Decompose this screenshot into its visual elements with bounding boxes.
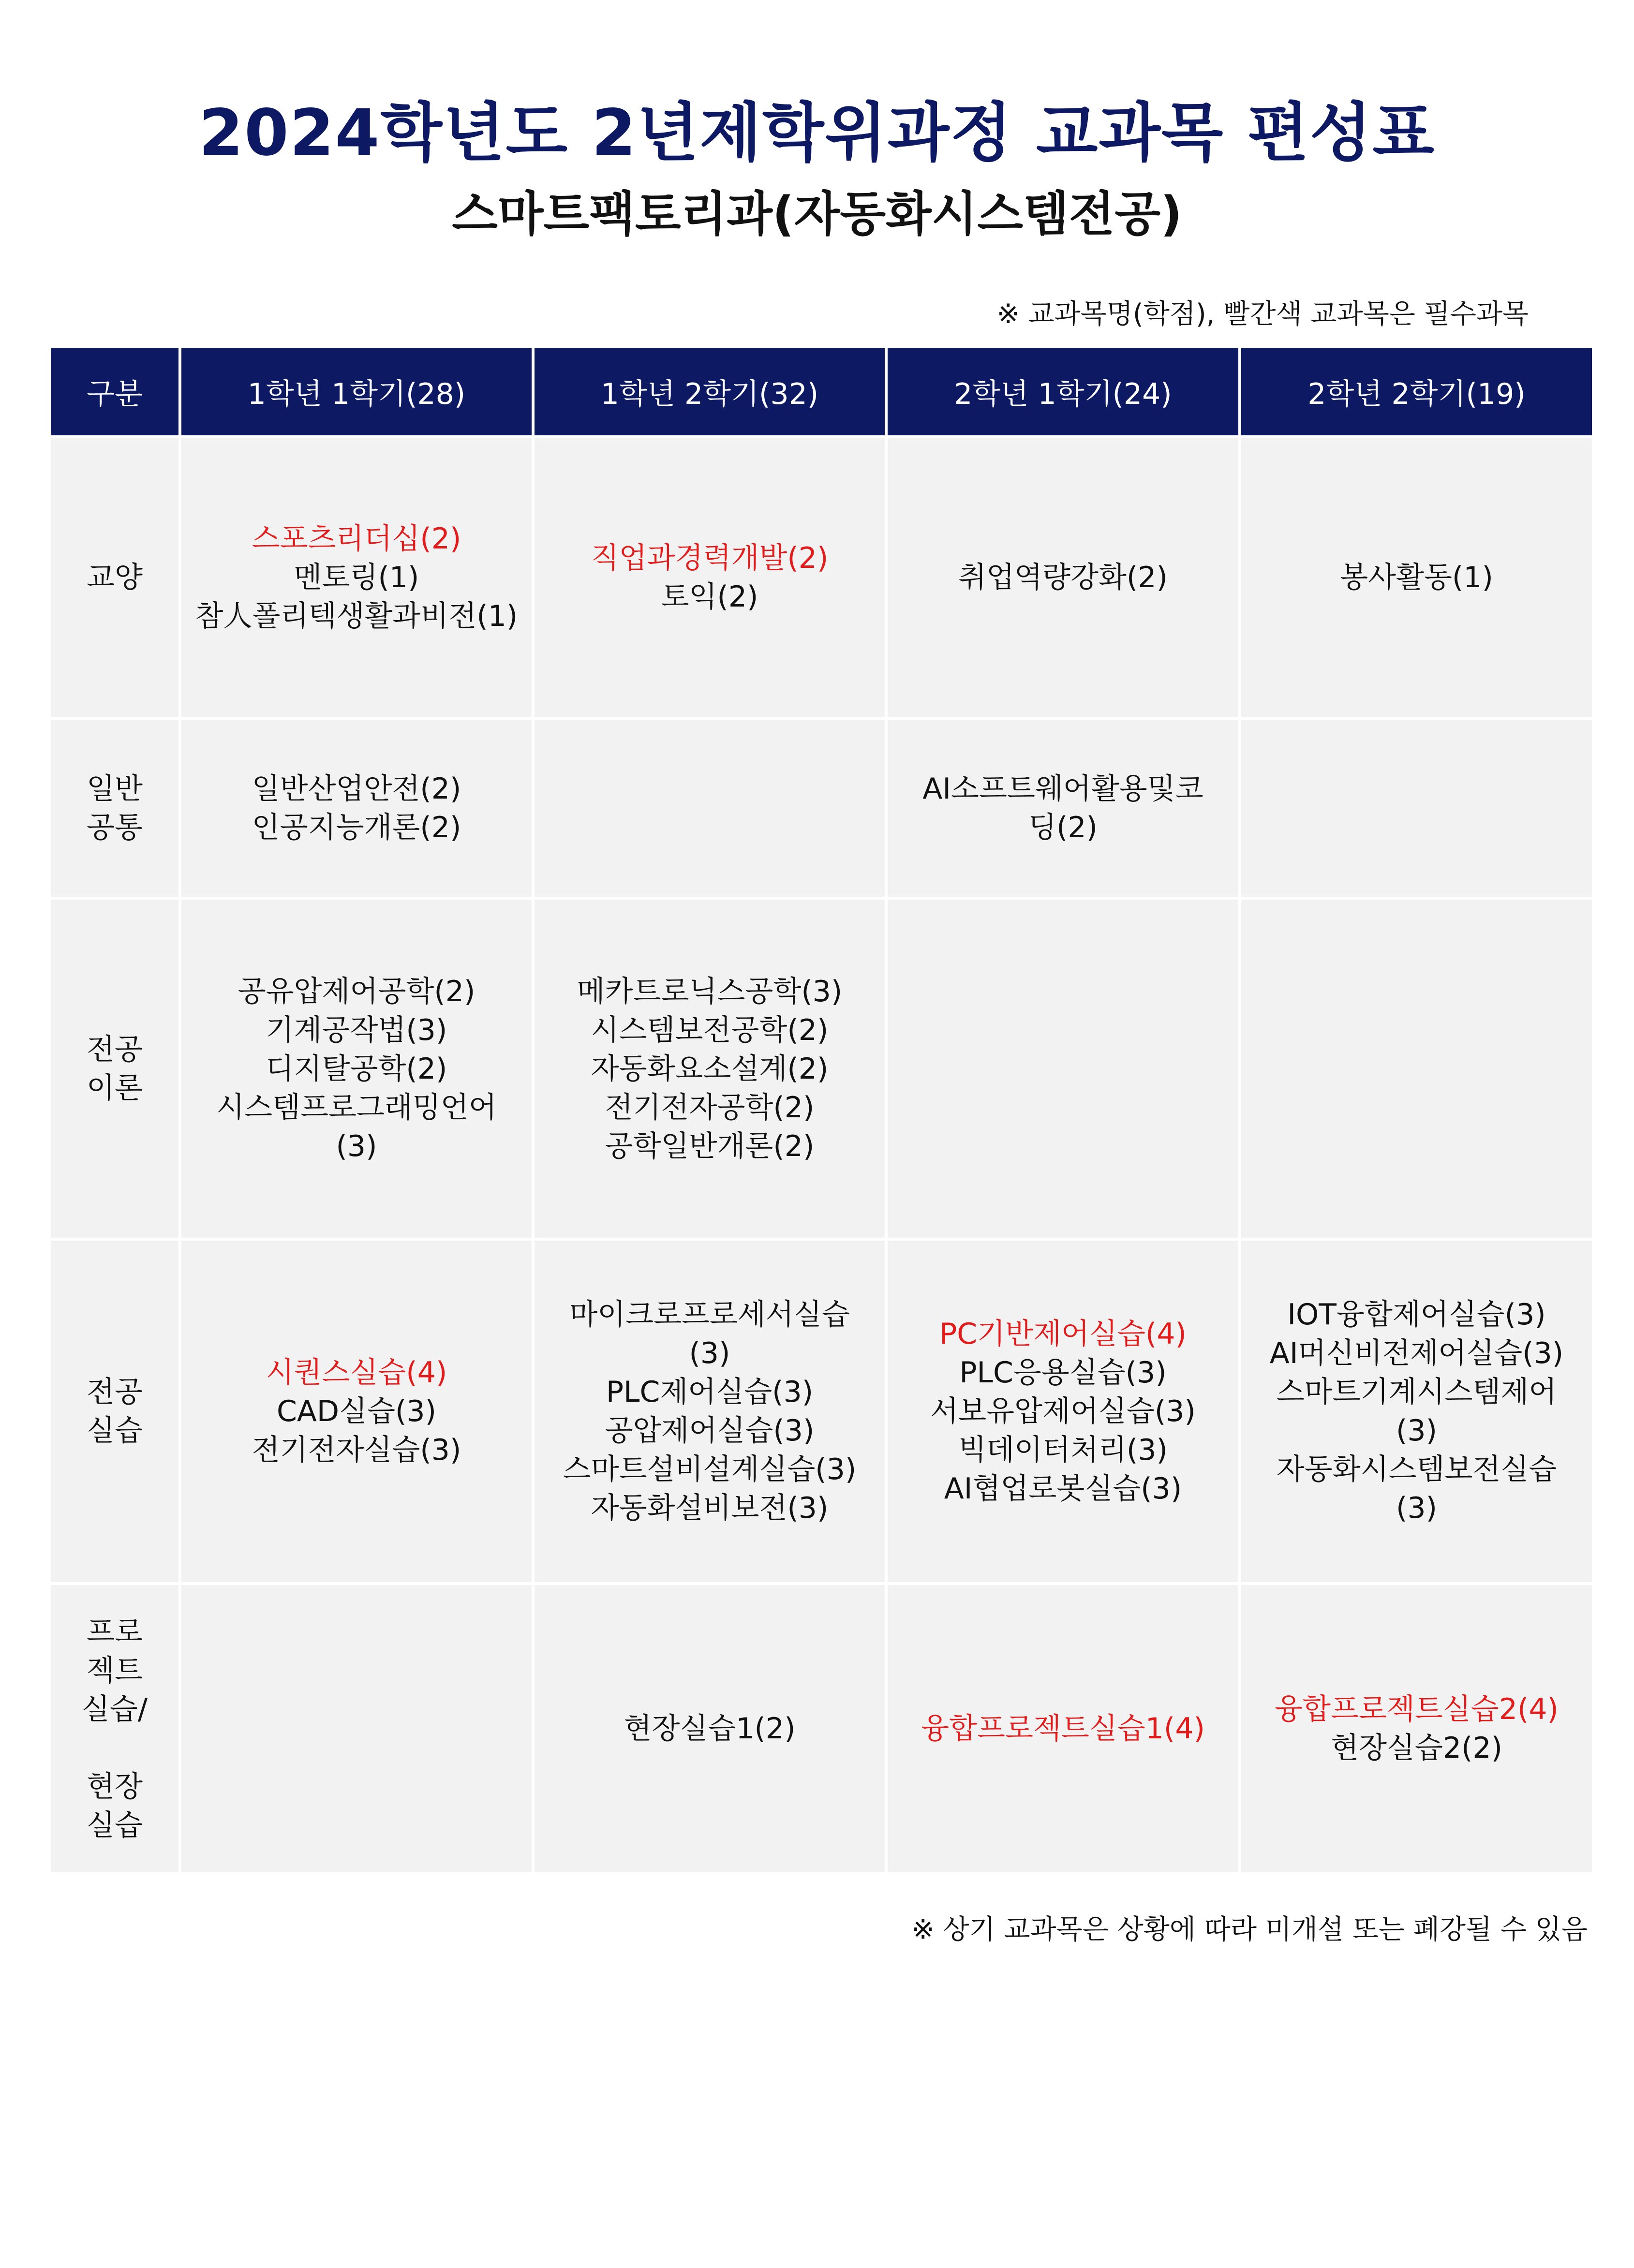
table-row bbox=[49, 437, 1593, 718]
course-item: 디지탈공학(2) bbox=[266, 1052, 447, 1086]
category-label: 일반 bbox=[87, 772, 143, 806]
course-cell bbox=[180, 437, 533, 718]
course-item: 토익(2) bbox=[661, 580, 758, 614]
course-cell bbox=[1240, 1239, 1593, 1584]
course-cell bbox=[180, 718, 533, 898]
category-cell bbox=[49, 718, 180, 898]
header-category: 구분 bbox=[49, 347, 180, 437]
course-item: 마이크로프로세서실습 bbox=[569, 1298, 850, 1332]
disclaimer-note: ※ 상기 교과목은 상황에 따라 미개설 또는 폐강될 수 있음 bbox=[911, 1914, 1588, 1945]
required-course: 융합프로젝트실습2(4) bbox=[1275, 1692, 1559, 1726]
course-item: 공압제어실습(3) bbox=[605, 1414, 815, 1448]
course-cell bbox=[886, 718, 1240, 898]
table-body bbox=[49, 437, 1593, 1874]
category-label: 젝트 bbox=[87, 1654, 143, 1688]
course-item: 전기전자공학(2) bbox=[605, 1090, 815, 1125]
course-item: 시스템보전공학(2) bbox=[591, 1013, 829, 1047]
category-label: 전공 bbox=[87, 1375, 143, 1409]
course-item: 서보유압제어실습(3) bbox=[930, 1394, 1196, 1428]
table-row bbox=[49, 898, 1593, 1239]
course-cell bbox=[533, 437, 886, 718]
category-label: 전공 bbox=[87, 1032, 143, 1067]
course-item: 시스템프로그래밍언어 bbox=[216, 1090, 497, 1125]
header-year2-sem2: 2학년 2학기(19) bbox=[1240, 347, 1593, 437]
category-label: 현장 bbox=[87, 1770, 143, 1804]
course-item: (3) bbox=[1396, 1414, 1437, 1448]
table-row bbox=[49, 718, 1593, 898]
course-cell bbox=[886, 1239, 1240, 1584]
legend-note: ※ 교과목명(학점), 빨간색 교과목은 필수과목 bbox=[996, 298, 1529, 330]
course-cell bbox=[533, 1239, 886, 1584]
category-label: 실습 bbox=[87, 1808, 143, 1842]
course-cell bbox=[533, 1584, 886, 1874]
course-item: 딩(2) bbox=[1028, 811, 1098, 845]
course-item: 공학일반개론(2) bbox=[605, 1129, 815, 1163]
curriculum-table bbox=[48, 345, 1595, 1875]
course-item: 봉사활동(1) bbox=[1340, 561, 1493, 594]
course-item: 스마트기계시스템제어 bbox=[1276, 1375, 1557, 1409]
course-item: 현장실습2(2) bbox=[1330, 1731, 1502, 1765]
course-cell bbox=[180, 898, 533, 1239]
category-label: 프로 bbox=[87, 1615, 143, 1649]
course-item: (3) bbox=[689, 1336, 730, 1370]
course-cell bbox=[886, 437, 1240, 718]
course-cell bbox=[1240, 1584, 1593, 1874]
category-label: 교양 bbox=[87, 561, 143, 594]
course-item: PLC응용실습(3) bbox=[959, 1356, 1167, 1390]
course-item: 전기전자실습(3) bbox=[252, 1433, 461, 1467]
page-title: 2024학년도 2년제학위과정 교과목 편성표 bbox=[199, 96, 1435, 170]
category-cell bbox=[49, 1239, 180, 1584]
course-item: 공유압제어공학(2) bbox=[238, 974, 475, 1008]
course-item: 참人폴리텍생활과비전(1) bbox=[195, 599, 518, 633]
category-label: 이론 bbox=[87, 1071, 143, 1105]
course-item: AI소프트웨어활용및코 bbox=[922, 772, 1203, 806]
category-cell bbox=[49, 1584, 180, 1874]
category-label: 공통 bbox=[87, 811, 143, 845]
course-item: 스마트설비설계실습(3) bbox=[563, 1453, 857, 1486]
table-row bbox=[49, 1239, 1593, 1584]
header-year1-sem2: 1학년 2학기(32) bbox=[533, 347, 886, 437]
required-course: 융합프로젝트실습1(4) bbox=[921, 1712, 1205, 1746]
header-year2-sem1: 2학년 1학기(24) bbox=[886, 347, 1240, 437]
course-cell bbox=[1240, 898, 1593, 1239]
required-course: PC기반제어실습(4) bbox=[939, 1317, 1187, 1351]
course-cell bbox=[886, 1584, 1240, 1874]
course-item: 현장실습1(2) bbox=[624, 1712, 796, 1746]
course-item: 자동화시스템보전실습 bbox=[1276, 1453, 1557, 1486]
course-item: AI머신비전제어실습(3) bbox=[1269, 1336, 1564, 1370]
course-item: 메카트로닉스공학(3) bbox=[577, 974, 843, 1008]
category-label bbox=[56, 1729, 174, 1767]
course-item: PLC제어실습(3) bbox=[606, 1375, 814, 1409]
course-cell bbox=[180, 1584, 533, 1874]
course-item: IOT융합제어실습(3) bbox=[1287, 1298, 1546, 1332]
table-header-row bbox=[49, 347, 1593, 437]
category-label: 실습 bbox=[87, 1414, 143, 1448]
course-item: AI협업로봇실습(3) bbox=[944, 1472, 1182, 1506]
course-cell bbox=[886, 898, 1240, 1239]
course-item: 자동화요소설계(2) bbox=[591, 1052, 829, 1086]
category-cell bbox=[49, 898, 180, 1239]
course-item: (3) bbox=[336, 1129, 377, 1163]
course-cell bbox=[533, 898, 886, 1239]
category-label: 실습/ bbox=[81, 1692, 148, 1726]
course-item: CAD실습(3) bbox=[276, 1394, 437, 1428]
course-item: 기계공작법(3) bbox=[266, 1013, 447, 1047]
course-cell bbox=[1240, 718, 1593, 898]
required-course: 직업과경력개발(2) bbox=[591, 541, 829, 575]
course-cell bbox=[533, 718, 886, 898]
course-item: (3) bbox=[1396, 1491, 1437, 1525]
required-course: 스포츠리더십(2) bbox=[252, 522, 461, 556]
required-course: 시퀀스실습(4) bbox=[266, 1356, 447, 1390]
course-item: 자동화설비보전(3) bbox=[591, 1491, 829, 1525]
course-item: 취업역량강화(2) bbox=[958, 561, 1168, 594]
category-cell bbox=[49, 437, 180, 718]
course-item: 멘토링(1) bbox=[294, 561, 419, 594]
table-row bbox=[49, 1584, 1593, 1874]
header-year1-sem1: 1학년 1학기(28) bbox=[180, 347, 533, 437]
course-item: 빅데이터처리(3) bbox=[958, 1433, 1168, 1467]
course-cell bbox=[180, 1239, 533, 1584]
page-subtitle: 스마트팩토리과(자동화시스템전공) bbox=[452, 187, 1182, 242]
course-cell bbox=[1240, 437, 1593, 718]
course-item: 인공지능개론(2) bbox=[252, 811, 461, 845]
course-item: 일반산업안전(2) bbox=[252, 772, 461, 806]
